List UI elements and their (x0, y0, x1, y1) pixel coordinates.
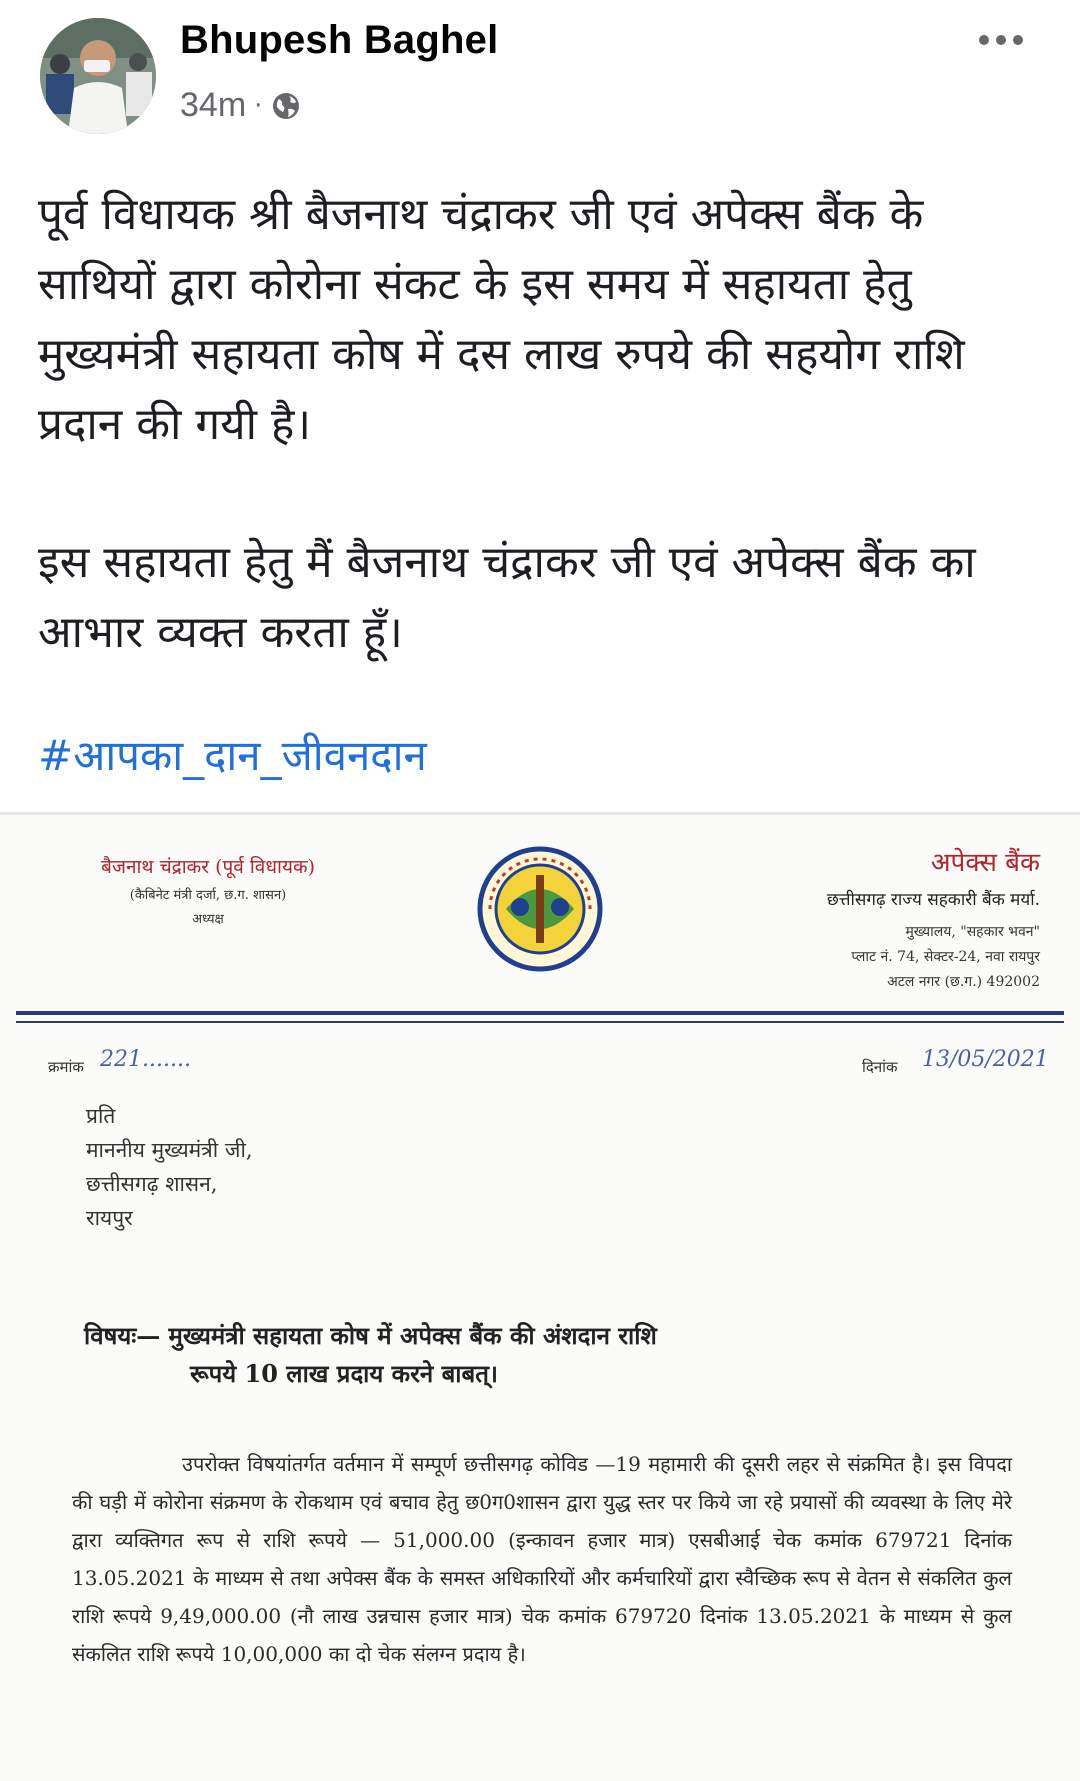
letterhead-name: बैजनाथ चंद्राकर (पूर्व विधायक) (101, 856, 315, 878)
recipient-line: प्रति (86, 1104, 116, 1128)
bank-address-line: मुख्यालय, "सहकार भवन" (905, 924, 1040, 940)
recipient-line: छत्तीसगढ़ शासन, (86, 1172, 218, 1196)
globe-icon[interactable] (270, 90, 302, 122)
letter-subject (84, 1317, 984, 1393)
letterhead-role: अध्यक्ष (192, 912, 224, 927)
letterhead-left (48, 853, 368, 927)
letterhead-designation: (कैबिनेट मंत्री दर्जा, छ.ग. शासन) (129, 888, 287, 903)
post-meta (180, 86, 302, 125)
author-name[interactable]: Bhupesh Baghel (180, 18, 499, 62)
reference-number: 221....... (100, 1047, 191, 1072)
date-value: 13/05/2021 (922, 1047, 1049, 1072)
recipient-address (86, 1099, 253, 1235)
bank-name: अपेक्स बैंक (930, 848, 1040, 878)
avatar-photo (40, 18, 156, 134)
post-paragraph-2: इस सहायता हेतु मैं बैजनाथ चंद्राकर जी एवं अपेक्स बैंक का आभार व्यक्त करता हूँ। (38, 537, 976, 658)
subject-line: रूपये 10 लाख प्रदाय करने बाबत्। (190, 1359, 498, 1388)
bank-emblem-logo (476, 845, 604, 973)
post-header (0, 0, 1080, 140)
letterhead-divider (16, 1011, 1064, 1015)
avatar[interactable] (40, 18, 156, 134)
bank-address (680, 920, 1040, 995)
post-paragraph-1: पूर्व विधायक श्री बैजनाथ चंद्राकर जी एवं अपेक्स बैंक के साथियों द्वारा कोरोना संकट के इस समय में सहायता हेतु मुख्यमंत्री सहायता कोष में दस लाख रुपये की सहयोग राशि प्रदान की गयी है। (38, 189, 965, 450)
bank-address-line: अटल नगर (छ.ग.) 492002 (887, 974, 1040, 990)
letterhead-right (680, 843, 1040, 995)
letter-body-text: उपरोक्त विषयांतर्गत वर्तमान में सम्पूर्ण छत्तीसगढ़ कोविड —19 महामारी की दूसरी लहर से संक्रमित है। इस विपदा की घड़ी में कोरोना संक्रमण के रोकथाम एवं बचाव हेतु छ0ग0शासन द्वारा युद्ध स्तर पर किये जा रहे प्रयासों की व्यवस्था के लिए मेरे द्वारा व्यक्तिगत रूप से राशि रूपये — 51,000.00 (इन्कावन हजार मात्र) एसबीआई चेक कमांक 679721 दिनांक 13.05.2021 के माध्यम से तथा अपेक्स बैंक के समस्त अधिकारियों और कर्मचारियों द्वारा स्वैच्छिक रूप से वेतन से संकलित कुल राशि रूपये 9,49,000.00 (नौ लाख उन्नचास हजार मात्र) चेक कमांक 679720 दिनांक 13.05.2021 के माध्यम से कुल संकलित राशि रूपये 10,00,000 का दो चेक संलग्न प्रदाय है। (72, 1452, 1012, 1666)
meta-separator: · (254, 90, 263, 121)
post-timestamp[interactable]: 34m (180, 86, 247, 124)
reference-label: क्रमांक (48, 1058, 84, 1076)
recipient-line: माननीय मुख्यमंत्री जी, (86, 1138, 253, 1162)
letter-body (72, 1445, 1012, 1673)
subject-line: विषयः— मुख्यमंत्री सहायता कोष में अपेक्स बैंक की अंशदान राशि (84, 1321, 657, 1350)
post-text (38, 180, 1038, 668)
more-horizontal-icon[interactable] (976, 30, 1026, 50)
letterhead-divider-thin (16, 1021, 1064, 1023)
hashtag-link[interactable]: #आपका_दान_जीवनदान (38, 731, 427, 780)
attached-letter-image[interactable] (0, 812, 1080, 1781)
bank-full-name: छत्तीसगढ़ राज्य सहकारी बैंक मर्या. (826, 890, 1040, 910)
bank-address-line: प्लाट नं. 74, सेक्टर-24, नवा रायपुर (851, 949, 1040, 965)
date-label: दिनांक (862, 1058, 898, 1076)
recipient-line: रायपुर (86, 1206, 133, 1230)
